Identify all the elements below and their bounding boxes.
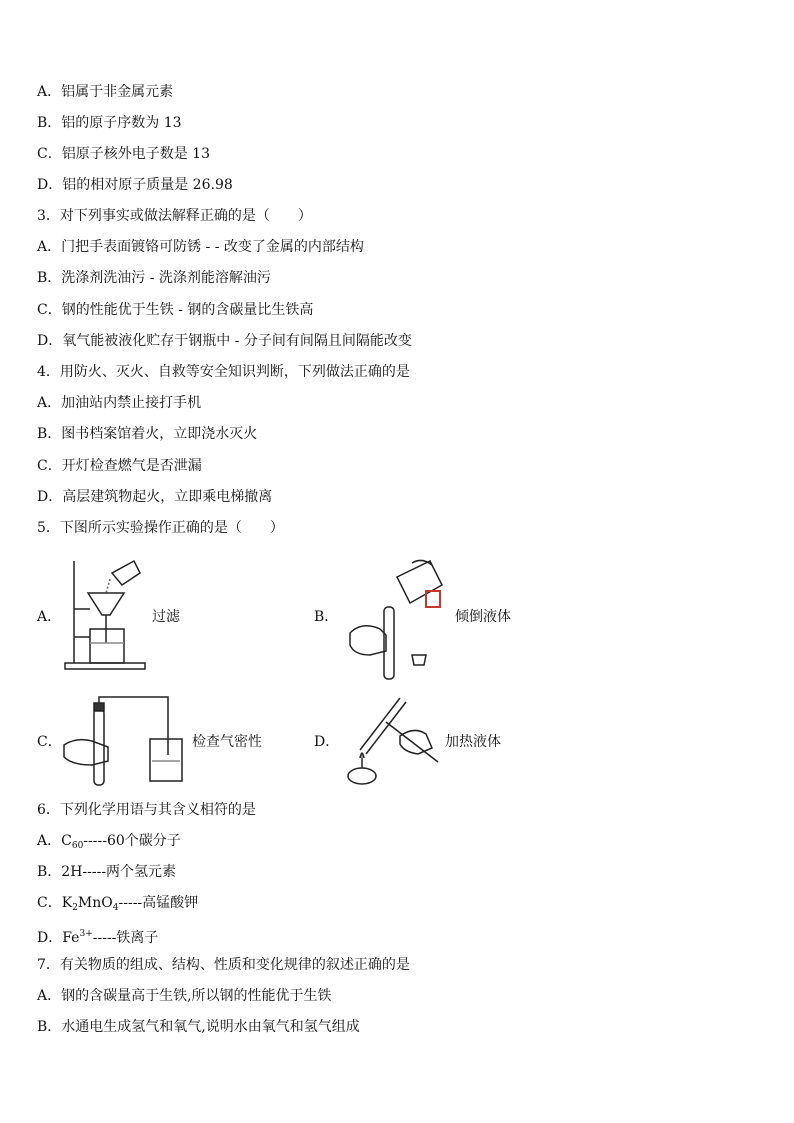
fig-a-letter: A． [37, 609, 62, 625]
fig-d-letter: D． [314, 734, 340, 750]
q6-option-c: C．$K_2MnO_4-----$高锰酸钾 [37, 895, 199, 913]
q7-option-b: B．水通电生成氢气和氧气,说明水由氧气和氢气组成 [37, 1019, 360, 1035]
q2-option-c: C．铝原子核外电子数是 13 [37, 146, 210, 162]
fig-a-caption: 过滤 [152, 609, 180, 625]
q5-stem: 5．下图所示实验操作正确的是（ ） [37, 520, 284, 536]
q4-stem: 4．用防火、灭火、自救等安全知识判断，下列做法正确的是 [37, 364, 410, 380]
q3-stem: 3．对下列事实或做法解释正确的是（ ） [37, 208, 312, 224]
q6-option-d: D．$Fe^{3+}-----$铁离子 [37, 929, 159, 946]
q7-stem: 7．有关物质的组成、结构、性质和变化规律的叙述正确的是 [37, 957, 410, 973]
q4-option-b: B．图书档案馆着火，立即浇水灭火 [37, 426, 258, 442]
q3-option-d: D．氧气能被液化贮存于钢瓶中 - 分子间有间隔且间隔能改变 [37, 333, 412, 349]
pouring-liquid-icon [342, 555, 452, 685]
q2-option-b: B．铝的原子序数为 13 [37, 115, 182, 131]
q3-option-b: B．洗涤剂洗油污 - 洗涤剂能溶解油污 [37, 270, 271, 286]
fig-c-caption: 检查气密性 [192, 734, 262, 750]
q4-option-a: A．加油站内禁止接打手机 [37, 395, 202, 411]
q4-option-c: C．开灯检查燃气是否泄漏 [37, 458, 202, 474]
fig-c-letter: C． [37, 734, 62, 750]
q3-option-a: A．门把手表面镀铬可防锈 - - 改变了金属的内部结构 [37, 239, 364, 255]
q7-option-a: A．钢的含碳量高于生铁,所以钢的性能优于生铁 [37, 988, 332, 1004]
fig-d-caption: 加热液体 [445, 734, 501, 750]
q2-option-a: A．铝属于非金属元素 [37, 84, 174, 100]
filtration-apparatus-icon [60, 553, 160, 673]
q3-option-c: C．钢的性能优于生铁 - 钢的含碳量比生铁高 [37, 302, 314, 318]
q2-option-d: D．铝的相对原子质量是 26.98 [37, 177, 233, 193]
q6-option-a: A．$C_{60}-----60$个碳分子 [37, 833, 181, 851]
heating-liquid-icon [338, 692, 448, 792]
fig-b-caption: 倾倒液体 [455, 609, 511, 625]
fig-b-letter: B． [314, 609, 339, 625]
airtightness-check-icon [62, 695, 192, 790]
q6-stem: 6．下列化学用语与其含义相符的是 [37, 802, 256, 818]
q4-option-d: D．高层建筑物起火，立即乘电梯撤离 [37, 489, 273, 505]
q6-option-b: B．2H-----两个氢元素 [37, 864, 177, 880]
